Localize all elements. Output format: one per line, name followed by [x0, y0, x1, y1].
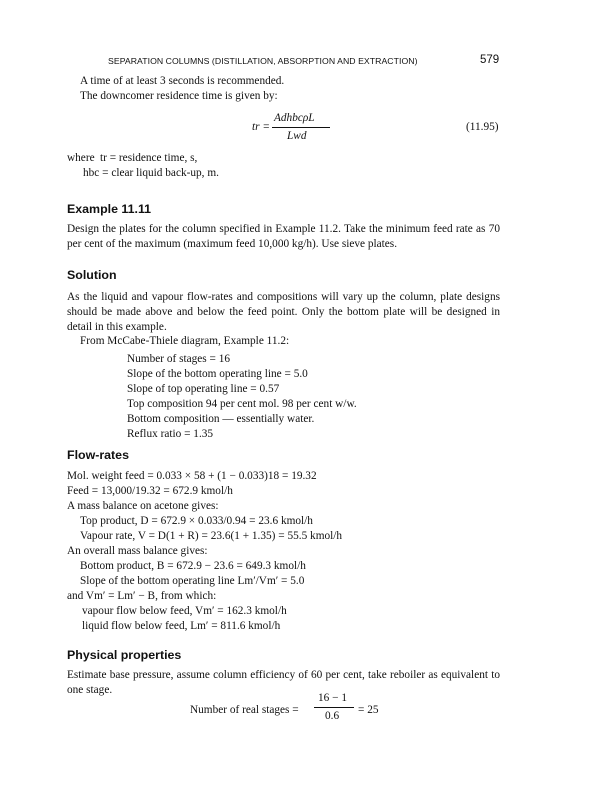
real-stages-denominator: 0.6 [325, 710, 340, 722]
flow-line: and Vm′ = Lm′ − B, from which: [67, 590, 217, 602]
running-title: SEPARATION COLUMNS (DISTILLATION, ABSORPTION AND EXTRACTION) [108, 56, 418, 66]
flow-line: liquid flow below feed, Lm′ = 811.6 kmol/h [82, 620, 281, 632]
real-stages-rhs: = 25 [358, 704, 379, 716]
list-item: Bottom composition — essentially water. [127, 413, 315, 425]
flow-line: Bottom product, B = 672.9 − 23.6 = 649.3 kmol/h [80, 560, 306, 572]
where-line-1: tr = residence time, s, [100, 152, 198, 164]
where-prefix: where [67, 152, 95, 164]
solution-heading: Solution [67, 268, 117, 282]
list-item: Number of stages = 16 [127, 353, 231, 365]
real-stages-fraction-bar [314, 707, 354, 708]
equation-denominator: Lwd [287, 130, 307, 142]
flow-line: Feed = 13,000/19.32 = 672.9 kmol/h [67, 485, 233, 497]
example-text: Design the plates for the column specified in Example 11.2. Take the minimum feed rate as 70 per cent of the maximum (maximum feed 10,000 kg/h). Use sieve plates. [67, 223, 500, 251]
real-stages-numerator: 16 − 1 [318, 692, 347, 704]
equation-number: (11.95) [466, 121, 499, 133]
flow-line: A mass balance on acetone gives: [67, 500, 219, 512]
physical-text: Estimate base pressure, assume column efficiency of 60 per cent, take reboiler as equivalent to one stage. [67, 669, 500, 697]
list-item: Reflux ratio = 1.35 [127, 428, 214, 440]
flow-line: Mol. weight feed = 0.033 × 58 + (1 − 0.033)18 = 19.32 [67, 470, 317, 482]
solution-text: As the liquid and vapour flow-rates and compositions will vary up the column, plate designs should be made above and below the feed point. Only the bottom plate will be designed in detail in this example. [67, 291, 500, 334]
physical-heading: Physical properties [67, 648, 182, 662]
list-item: Slope of the bottom operating line = 5.0 [127, 368, 308, 380]
equation-fraction-bar [272, 127, 330, 128]
page-number: 579 [480, 54, 500, 66]
equation-lhs [252, 121, 270, 133]
equation-numerator: AdhbcρL [274, 112, 315, 124]
flow-line: An overall mass balance gives: [67, 545, 208, 557]
list-item: Slope of top operating line = 0.57 [127, 383, 280, 395]
where-line-2: hbc = clear liquid back-up, m. [83, 167, 219, 179]
intro-line-2: The downcomer residence time is given by: [80, 90, 278, 102]
flow-rates-heading: Flow-rates [67, 448, 129, 462]
list-item: Top composition 94 per cent mol. 98 per cent w/w. [127, 398, 357, 410]
flow-line: Top product, D = 672.9 × 0.033/0.94 = 23.6 kmol/h [80, 515, 313, 527]
flow-line: Slope of the bottom operating line Lm′/Vm′ = 5.0 [80, 575, 305, 587]
solution-from-line: From McCabe-Thiele diagram, Example 11.2: [80, 335, 290, 347]
equation-lhs-text: tr = [252, 121, 270, 133]
flow-line: vapour flow below feed, Vm′ = 162.3 kmol/h [82, 605, 287, 617]
flow-line: Vapour rate, V = D(1 + R) = 23.6(1 + 1.35) = 55.5 kmol/h [80, 530, 343, 542]
real-stages-lhs: Number of real stages = [190, 704, 299, 716]
intro-line-1: A time of at least 3 seconds is recommended. [80, 75, 285, 87]
example-heading: Example 11.11 [67, 202, 152, 216]
